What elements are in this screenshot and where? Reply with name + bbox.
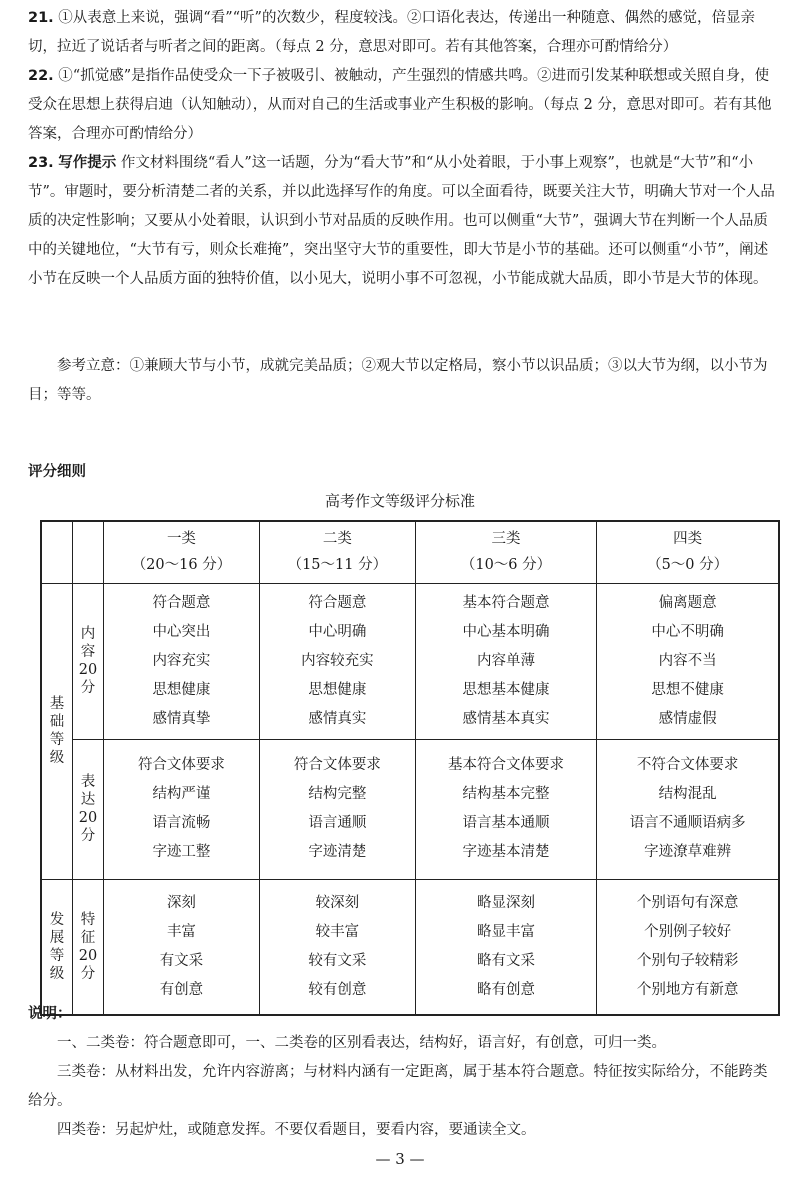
answer-number: 22. [28, 68, 54, 84]
table-header-row [41, 521, 779, 583]
cell-line: 略有文采 [477, 952, 535, 969]
cell-line: 符合题意 [152, 594, 211, 611]
vertical-char: 发 [49, 911, 65, 928]
cell-line: 中心突出 [152, 623, 211, 640]
cell-line: 语言不通顺语病多 [629, 815, 746, 831]
cell-line: 个别地方有新意 [636, 981, 739, 998]
corner-cell [41, 521, 73, 583]
grading-table [40, 520, 780, 1016]
cell-line: 结构混乱 [658, 786, 717, 802]
corner-cell [73, 521, 104, 583]
table-row-feature [41, 879, 779, 1015]
row-label-expression [73, 739, 104, 879]
vertical-char: 特 [80, 911, 96, 928]
answer-22 [28, 62, 780, 149]
cell-line: 符合题意 [308, 594, 367, 611]
cell-line: 略显丰富 [477, 923, 535, 940]
cell-line: 内容较充实 [301, 652, 374, 669]
cell-line: 不符合文体要求 [636, 757, 739, 773]
group-basic [41, 583, 73, 879]
header-class-4: 四类 （5～0 分） [597, 521, 779, 583]
answer-number: 21. [28, 10, 54, 26]
table-cell [597, 879, 779, 1015]
answer-text: ①从表意上来说，强调“看”“听”的次数少，程度较浅。②口语化表达，传递出一种随意、偶然的感觉，倍显亲切，拉近了说话者与听者之间的距离。（每点 2 分，意思对即可。若有其他答案，合理亦可酌情给分） [28, 10, 755, 55]
writing-tip-label: 写作提示 [58, 155, 117, 171]
cell-line: 语言基本通顺 [462, 815, 550, 831]
table-cell [104, 739, 260, 879]
table-cell [415, 879, 596, 1015]
cell-line: 内容不当 [658, 652, 717, 669]
table-row-content [41, 583, 779, 739]
vertical-char: 级 [49, 750, 65, 766]
cell-line: 有文采 [159, 952, 204, 969]
answer-number: 23. [28, 155, 54, 171]
cell-line: 结构基本完整 [462, 786, 550, 802]
cell-line: 感情真挚 [152, 710, 211, 727]
cell-line: 结构完整 [308, 786, 367, 802]
vertical-char: 级 [49, 965, 65, 982]
cell-line: 基本符合文体要求 [448, 757, 564, 773]
vertical-char: 等 [49, 732, 65, 748]
header-class-1: 一类 （20～16 分） [104, 521, 260, 583]
vertical-char: 分 [80, 965, 96, 982]
cell-line: 感情基本真实 [462, 710, 550, 727]
cell-line: 思想健康 [152, 681, 211, 698]
cell-line: 较深刻 [315, 894, 360, 911]
cell-line: 略有创意 [477, 981, 535, 998]
table-cell [259, 879, 415, 1015]
answer-text: 作文材料围绕“看人”这一话题，分为“看大节”和“从小处着眼，于小事上观察”，也就是“大节”和“小节”。审题时，要分析清楚二者的关系，并以此选择写作的角度。可以全面看待，既要关注大节，明确大节对一个人品质的决定性影响；又要从小处着眼，认识到小节对品质的反映作用。也可以侧重“大节”，强调大节在判断一个人品质中的关键地位，“大节有亏，则众长难掩”，突出坚守大节的重要性，即大节是小节的基础。还可以侧重“小节”，阐述小节在反映一个人品质方面的独特价值，以小见大，说明小事不可忽视，小节能成就大品质，即小节是大节的体现。 [28, 155, 775, 287]
cell-line: 符合文体要求 [293, 757, 381, 773]
vertical-char: 20 [78, 947, 98, 964]
row-label-content [73, 583, 104, 739]
vertical-char: 容 [80, 644, 96, 660]
cell-line: 结构严谨 [152, 786, 211, 802]
row-label-feature [73, 879, 104, 1015]
notes-block [28, 1000, 780, 1145]
cell-line: 偏离题意 [658, 594, 717, 611]
cell-line: 感情真实 [308, 710, 367, 727]
cell-line: 中心基本明确 [462, 623, 550, 640]
header-class-2: 二类 （15～11 分） [259, 521, 415, 583]
cell-line: 丰富 [166, 923, 196, 940]
group-development [41, 879, 73, 1015]
vertical-char: 内 [80, 626, 96, 642]
vertical-char: 础 [49, 714, 65, 730]
cell-line: 思想健康 [308, 681, 367, 698]
vertical-char: 达 [80, 792, 96, 808]
answer-text: ①“抓觉感”是指作品使受众一下子被吸引、被触动，产生强烈的情感共鸣。②进而引发某种联想或关照自身，使受众在思想上获得启迪（认知触动），从而对自己的生活或事业产生积极的影响。（每点 2 分，意思对即可。若有其他答案，合理亦可酌情给分） [28, 68, 772, 142]
note-item: 四类卷：另起炉灶，或随意发挥。不要仅看题目，要看内容，要通读全文。 [57, 1122, 536, 1138]
cell-line: 字迹清楚 [308, 844, 367, 860]
table-cell [415, 583, 596, 739]
vertical-char: 分 [80, 680, 96, 696]
cell-line: 字迹基本清楚 [462, 844, 550, 860]
cell-line: 符合文体要求 [137, 757, 225, 773]
cell-line: 字迹工整 [152, 844, 211, 860]
table-cell [415, 739, 596, 879]
note-item: 一、二类卷：符合题意即可，一、二类卷的区别看表达，结构好，语言好，有创意，可归一类。 [57, 1035, 666, 1051]
cell-line: 略显深刻 [477, 894, 535, 911]
cell-line: 个别例子较好 [644, 923, 732, 940]
table-cell [104, 583, 260, 739]
cell-line: 中心不明确 [651, 623, 724, 640]
cell-line: 深刻 [166, 894, 196, 911]
cell-line: 基本符合题意 [462, 594, 550, 611]
cell-line: 感情虚假 [658, 710, 717, 727]
vertical-char: 展 [49, 929, 65, 946]
cell-line: 有创意 [159, 981, 204, 998]
cell-line: 语言流畅 [152, 815, 211, 831]
answer-23 [28, 149, 780, 294]
vertical-char: 表 [80, 774, 96, 790]
cell-line: 个别语句有深意 [636, 894, 739, 911]
cell-line: 内容充实 [152, 652, 211, 669]
table-row-expression [41, 739, 779, 879]
cell-line: 中心明确 [308, 623, 367, 640]
cell-line: 语言通顺 [308, 815, 367, 831]
cell-line: 较丰富 [315, 923, 360, 940]
table-cell [104, 879, 260, 1015]
section-title: 评分细则 [28, 464, 86, 480]
notes-title: 说明： [28, 1006, 72, 1022]
cell-line: 思想不健康 [651, 681, 724, 698]
note-item: 三类卷：从材料出发，允许内容游离；与材料内涵有一定距离，属于基本符合题意。特征按实际给分，不能跨类给分。 [28, 1064, 768, 1109]
table-title: 高考作文等级评分标准 [324, 492, 475, 510]
table-cell [597, 583, 779, 739]
answer-21 [28, 4, 780, 62]
vertical-char: 分 [80, 828, 96, 844]
cell-line: 较有创意 [308, 981, 367, 998]
vertical-char: 基 [49, 696, 65, 712]
page-number: — 3 — [375, 1150, 425, 1168]
vertical-char: 征 [80, 929, 96, 946]
vertical-char: 20 [78, 810, 98, 826]
vertical-char: 等 [49, 947, 65, 964]
header-class-3: 三类 （10～6 分） [415, 521, 596, 583]
cell-line: 较有文采 [308, 952, 367, 969]
cell-line: 个别句子较精彩 [636, 952, 739, 969]
table-cell [259, 583, 415, 739]
vertical-char: 20 [78, 662, 98, 678]
cell-line: 字迹潦草难辨 [644, 844, 732, 860]
cell-line: 思想基本健康 [462, 681, 550, 698]
reference-ideas: 参考立意：①兼顾大节与小节，成就完美品质；②观大节以定格局，察小节以识品质；③以大节为纲，以小节为目；等等。 [28, 358, 768, 403]
table-cell [259, 739, 415, 879]
table-cell [597, 739, 779, 879]
cell-line: 内容单薄 [477, 652, 535, 669]
